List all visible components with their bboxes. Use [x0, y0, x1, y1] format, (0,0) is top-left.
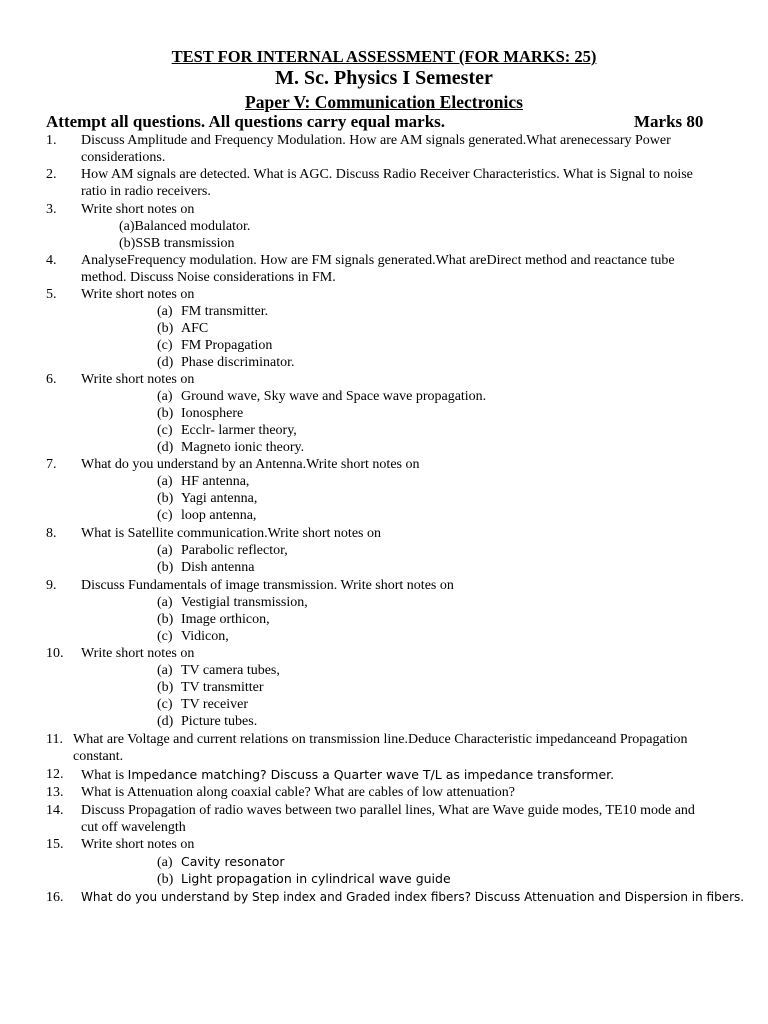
question-text-part: Impedance matching? Discuss a Quarter wave T/L as impedance transformer.: [127, 767, 615, 782]
sub-item: [157, 628, 229, 645]
question-number: 15.: [46, 837, 64, 852]
sub-item-text: Vestigial transmission,: [181, 595, 308, 610]
question-number: 14.: [46, 803, 64, 818]
question-text-continued: considerations.: [81, 150, 166, 165]
sub-item-text: Ground wave, Sky wave and Space wave propagation.: [181, 389, 487, 404]
course-title: M. Sc. Physics I Semester: [275, 67, 493, 89]
sub-item-text: Vidicon,: [181, 629, 229, 644]
sub-item-label: (a): [157, 595, 173, 610]
sub-item-text: FM transmitter.: [181, 304, 269, 319]
instructions-text: Attempt all questions. All questions carry equal marks.: [46, 112, 446, 131]
question-number: 7.: [46, 457, 57, 472]
sub-item-label: (b): [157, 406, 174, 421]
sub-item: [157, 611, 270, 628]
sub-item-text: Dish antenna: [181, 560, 255, 575]
sub-item-text: Ionosphere: [181, 406, 244, 421]
question-number: 1.: [46, 133, 57, 148]
question-number: 13.: [46, 785, 64, 800]
sub-item: [157, 405, 243, 422]
question-text: Discuss Fundamentals of image transmission. Write short notes on: [81, 578, 454, 593]
sub-item-text: AFC: [181, 321, 209, 336]
sub-item: [157, 354, 295, 371]
sub-item: [157, 870, 451, 888]
question-number: 16.: [46, 890, 64, 905]
marks-label: Marks 80: [634, 112, 704, 131]
sub-item: [157, 439, 304, 456]
question-text: Write short notes on: [81, 372, 195, 387]
sub-item-label: (b): [157, 680, 174, 695]
sub-item: [157, 507, 256, 524]
sub-item-label: (b): [157, 491, 174, 506]
question-text: AnalyseFrequency modulation. How are FM signals generated.What areDirect method and reactance tube: [81, 253, 675, 268]
sub-item: [157, 422, 297, 439]
sub-item-label: (a): [157, 389, 173, 404]
question-number: 10.: [46, 646, 64, 661]
sub-item: [157, 713, 257, 730]
question-text: What do you understand by Step index and Graded index fibers? Discuss Attenuation and Dispersion in fibers.: [81, 890, 745, 904]
sub-item-text: HF antenna,: [181, 474, 250, 489]
sub-item: [157, 559, 254, 576]
question-number: 12.: [46, 767, 64, 782]
sub-item: [157, 679, 264, 696]
sub-item-label: (c): [157, 508, 173, 523]
sub-item-label: (b): [157, 560, 174, 575]
question-text: What is Satellite communication.Write short notes on: [81, 526, 381, 541]
question-text: Discuss Propagation of radio waves between two parallel lines, What are Wave guide modes, TE10 mode and: [81, 803, 695, 818]
question-number: 6.: [46, 372, 57, 387]
sub-item: [157, 388, 486, 405]
sub-item-text: TV receiver: [181, 697, 248, 712]
question-text-continued: ratio in radio receivers.: [81, 184, 211, 199]
sub-item: [157, 490, 257, 507]
question-text: [81, 766, 614, 784]
sub-item-text: Picture tubes.: [181, 714, 258, 729]
sub-item-text: Phase discriminator.: [181, 355, 295, 370]
question-text-continued: method. Discuss Noise considerations in FM.: [81, 270, 336, 285]
question-text-continued: constant.: [73, 749, 124, 764]
sub-item: [157, 337, 272, 354]
question-number: 4.: [46, 253, 57, 268]
sub-item-text: FM Propagation: [181, 338, 273, 353]
sub-item-label: (d): [157, 440, 174, 455]
question-text-part: What is: [81, 768, 128, 783]
question-text: Write short notes on: [81, 287, 195, 302]
sub-item-text: Cavity resonator: [181, 854, 285, 869]
sub-item-text: Image orthicon,: [181, 612, 270, 627]
sub-item-label: (c): [157, 423, 173, 438]
sub-item-label: (a): [157, 663, 173, 678]
question-text: What is Attenuation along coaxial cable? What are cables of low attenuation?: [81, 785, 515, 800]
sub-item-label: (b): [157, 612, 174, 627]
test-title: TEST FOR INTERNAL ASSESSMENT (FOR MARKS: 25): [171, 47, 597, 66]
question-number: 2.: [46, 167, 57, 182]
sub-item-text: Light propagation in cylindrical wave guide: [181, 871, 451, 886]
paper-title: Paper V: Communication Electronics: [245, 92, 523, 112]
sub-item-label: (c): [157, 338, 173, 353]
question-number: 8.: [46, 526, 57, 541]
sub-item: [157, 853, 285, 871]
sub-item-label: (c): [157, 629, 173, 644]
sub-item-label: (b): [157, 321, 174, 336]
sub-item-text: TV camera tubes,: [181, 663, 280, 678]
sub-item-label: (c): [157, 697, 173, 712]
sub-item: [157, 542, 288, 559]
sub-item-text: Ecclr- larmer theory,: [181, 423, 297, 438]
question-text: Write short notes on: [81, 646, 195, 661]
sub-item: [157, 303, 268, 320]
question-text: Discuss Amplitude and Frequency Modulation. How are AM signals generated.What arenecessary Power: [81, 133, 671, 148]
sub-item-text: Magneto ionic theory.: [181, 440, 305, 455]
question-number: 9.: [46, 578, 57, 593]
sub-item: [157, 320, 208, 337]
question-text-continued: cut off wavelength: [81, 820, 186, 835]
question-text: Write short notes on: [81, 837, 195, 852]
sub-item-label: (a): [157, 474, 173, 489]
question-number: 11.: [46, 732, 63, 747]
sub-item: [157, 662, 280, 679]
question-text: What do you understand by an Antenna.Write short notes on: [81, 457, 420, 472]
sub-item-label: (d): [157, 355, 174, 370]
sub-item-text: loop antenna,: [181, 508, 257, 523]
sub-item: [157, 473, 249, 490]
sub-item: (a)Balanced modulator.: [119, 219, 251, 234]
sub-item-text: Parabolic reflector,: [181, 543, 288, 558]
sub-item-text: TV transmitter: [181, 680, 264, 695]
question-text: Write short notes on: [81, 202, 195, 217]
sub-item-label: (b): [157, 872, 174, 887]
sub-item-text: Yagi antenna,: [181, 491, 258, 506]
question-number: 5.: [46, 287, 57, 302]
sub-item-label: (a): [157, 855, 173, 870]
sub-item-label: (a): [157, 543, 173, 558]
sub-item: [157, 594, 308, 611]
question-number: 3.: [46, 202, 57, 217]
question-text: How AM signals are detected. What is AGC. Discuss Radio Receiver Characteristics. What is Signal to noise: [81, 167, 693, 182]
sub-item: [157, 696, 248, 713]
question-text: What are Voltage and current relations on transmission line.Deduce Characteristic impedanceand Propagation: [73, 732, 688, 747]
sub-item-label: (d): [157, 714, 174, 729]
sub-item-label: (a): [157, 304, 173, 319]
sub-item: (b)SSB transmission: [119, 236, 235, 251]
